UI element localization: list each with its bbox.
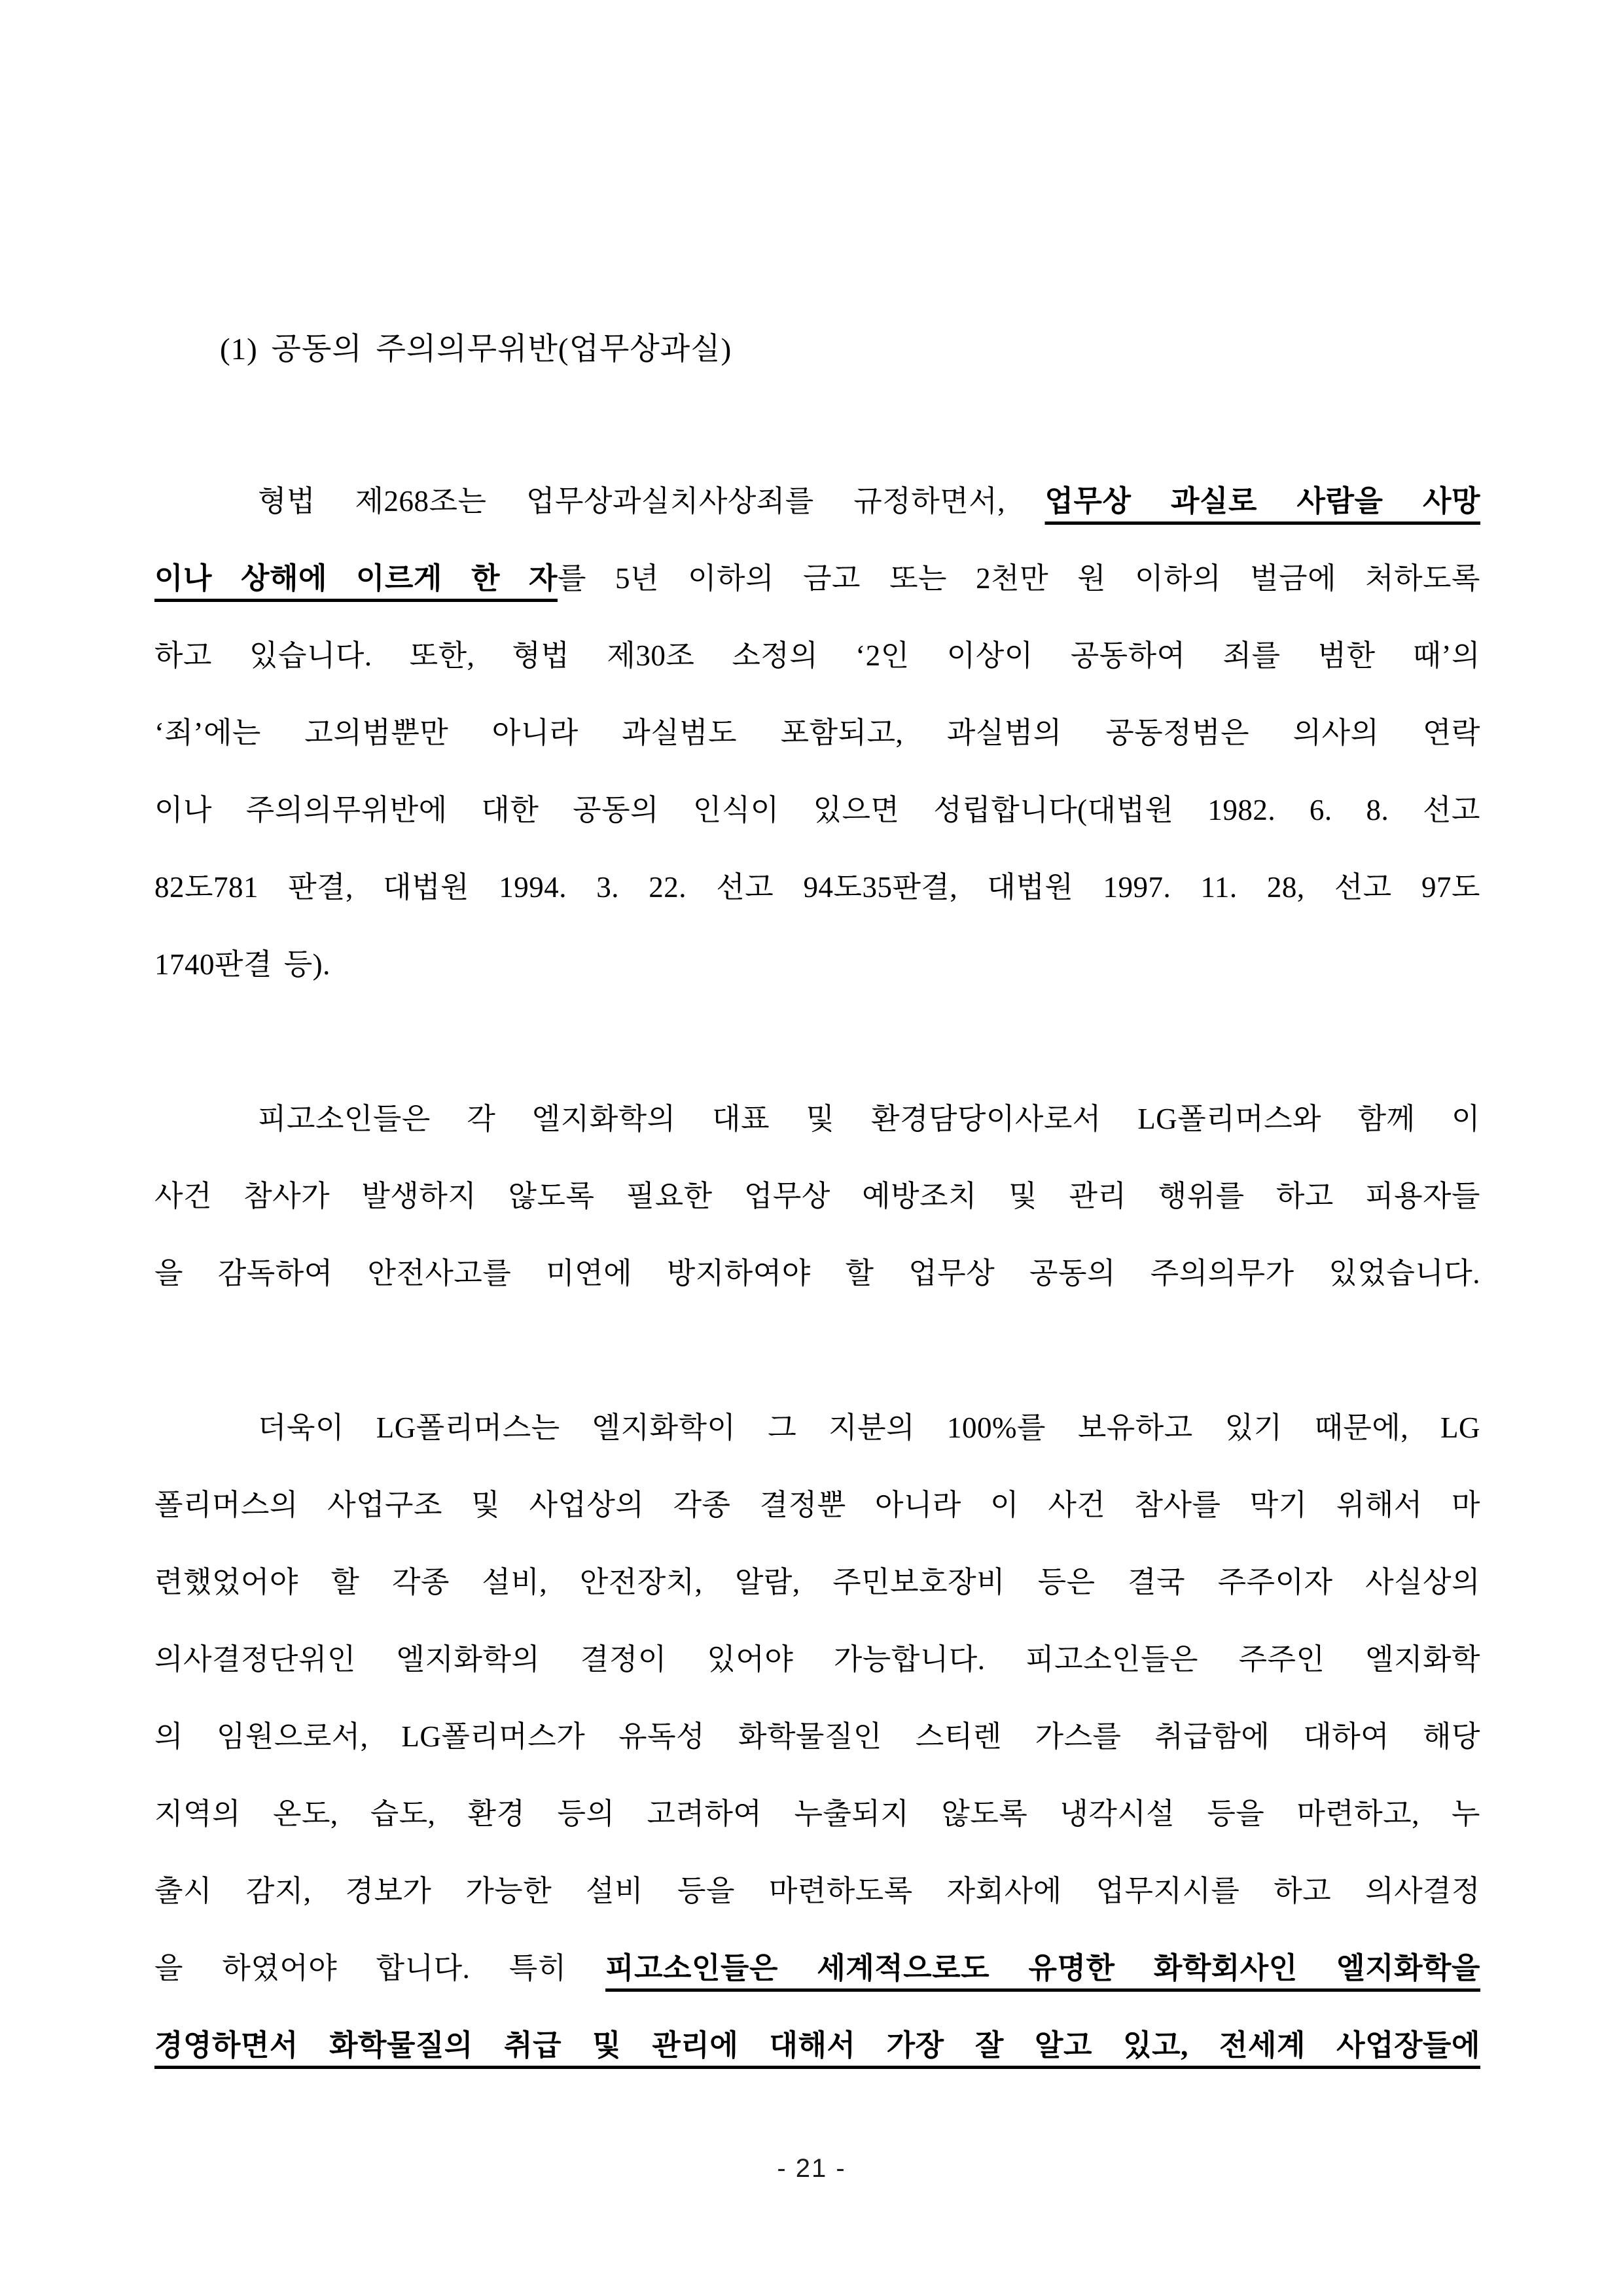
text-segment: 출시 감지, 경보가 가능한 설비 등을 마련하도록 자회사에 업무지시를 하고 의사결정 [154,1875,1480,1907]
text-line [154,849,1480,926]
page-content [154,0,1480,2084]
text-segment: 더욱이 LG폴리머스는 엘지화학이 그 지분의 100%를 보유하고 있기 때문에, LG [258,1411,1480,1444]
text-segment: 폴리머스의 사업구조 및 사업상의 각종 결정뿐 아니라 이 사건 참사를 막기 위해서 마 [154,1489,1480,1521]
text-line [154,617,1480,694]
emphasized-text: 피고소인들은 세계적으로도 유명한 화학회사인 엘지화학을 [605,1952,1480,1985]
text-segment: ‘죄’에는 고의범뿐만 아니라 과실범도 포함되고, 과실범의 공동정범은 의사의 연락 [154,716,1480,749]
text-line [154,1466,1480,1544]
text-line [154,1621,1480,1698]
document-body [154,463,1480,2084]
text-line [154,1698,1480,1775]
text-segment: 을 하였어야 합니다. 특히 [154,1952,606,1985]
section-heading: (1) 공동의 주의의무위반(업무상과실) [220,332,732,366]
text-segment: 피고소인들은 각 엘지화학의 대표 및 환경담당이사로서 LG폴리머스와 함께 이 [258,1103,1480,1135]
text-line [154,694,1480,771]
text-segment: 1740판결 등). [154,948,330,981]
paragraph [154,1080,1480,1312]
text-line [154,771,1480,849]
paragraph [154,463,1480,1003]
text-segment: 사건 참사가 발생하지 않도록 필요한 업무상 예방조치 및 관리 행위를 하고 피용자들 [154,1180,1480,1212]
text-segment: 82도781 판결, 대법원 1994. 3. 22. 선고 94도35판결, 대법원 1997. 11. 28, 선고 97도 [154,871,1480,904]
text-line [154,1544,1480,1621]
page-number: - 21 - [777,2154,846,2183]
text-line [154,1389,1480,1466]
emphasized-text: 경영하면서 화학물질의 취급 및 관리에 대해서 가장 잘 알고 있고, 전세계 사업장들에 [154,2029,1480,2062]
text-segment: 이나 주의의무위반에 대한 공동의 인식이 있으면 성립합니다(대법원 1982. 6. 8. 선고 [154,794,1480,826]
text-line [154,463,1480,540]
text-segment: 를 5년 이하의 금고 또는 2천만 원 이하의 벌금에 처하도록 [558,562,1481,595]
text-segment: 지역의 온도, 습도, 환경 등의 고려하여 누출되지 않도록 냉각시설 등을 마련하고, 누 [154,1797,1480,1830]
emphasized-text: 업무상 과실로 사람을 사망 [1044,485,1481,518]
text-line [154,1930,1480,2007]
text-line [154,1852,1480,1930]
text-line [154,540,1480,617]
text-segment: 의사결정단위인 엘지화학의 결정이 있어야 가능합니다. 피고소인들은 주주인 엘지화학 [154,1643,1480,1676]
emphasized-text: 이나 상해에 이르게 한 자 [154,562,558,595]
text-segment: 을 감독하여 안전사고를 미연에 방지하여야 할 업무상 공동의 주의의무가 있었습니다. [154,1257,1480,1290]
text-segment: 하고 있습니다. 또한, 형법 제30조 소정의 ‘2인 이상이 공동하여 죄를 범한 때’의 [154,639,1480,672]
text-line [154,926,1480,1003]
text-line [154,1157,1480,1235]
text-segment: 련했었어야 할 각종 설비, 안전장치, 알람, 주민보호장비 등은 결국 주주이자 사실상의 [154,1566,1480,1598]
text-line [154,2007,1480,2084]
text-line [154,1080,1480,1157]
text-line [154,1775,1480,1852]
text-segment: 형법 제268조는 업무상과실치사상죄를 규정하면서, [258,485,1045,518]
text-segment: 의 임원으로서, LG폴리머스가 유독성 화학물질인 스티렌 가스를 취급함에 대하여 해당 [154,1720,1480,1753]
paragraph [154,1389,1480,2084]
text-line [154,1235,1480,1312]
